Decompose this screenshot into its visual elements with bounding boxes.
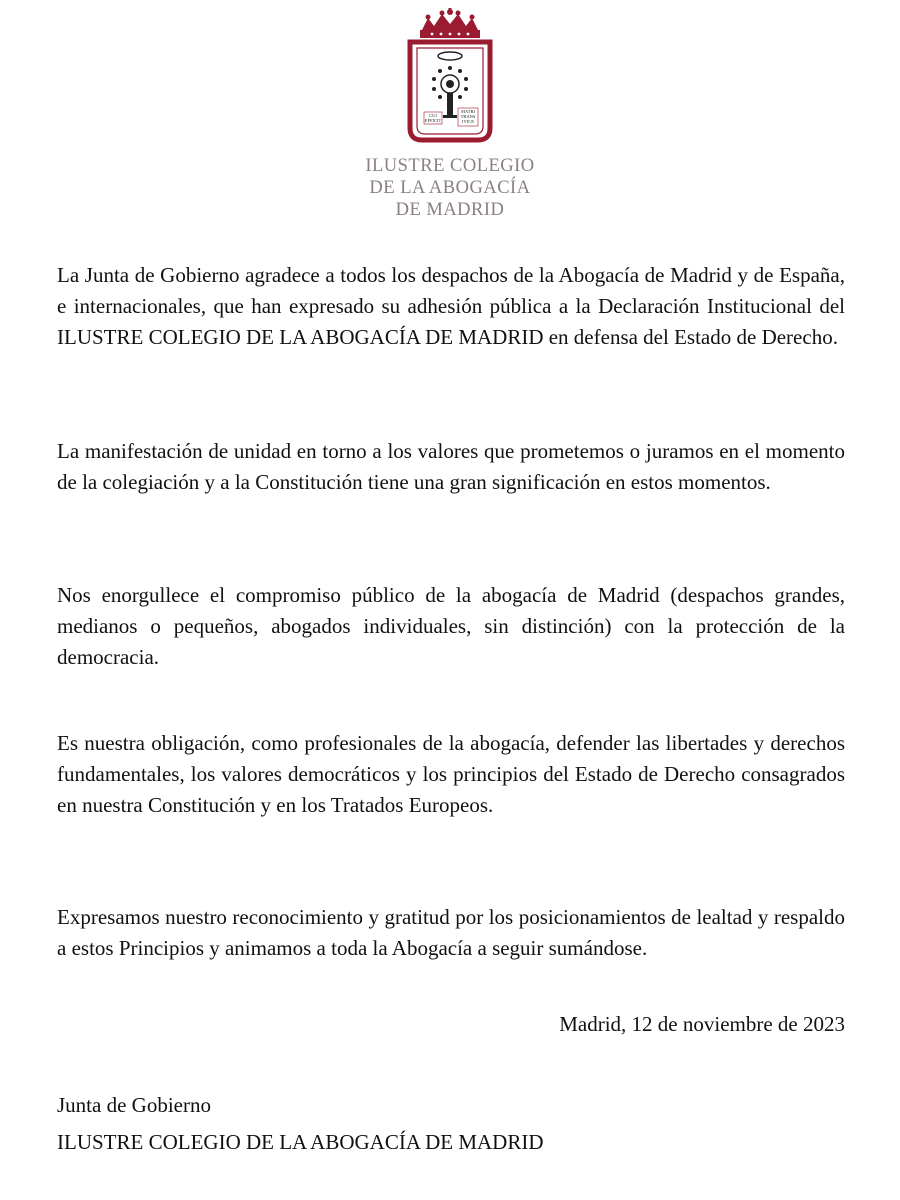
paragraph-acknowledgement: La Junta de Gobierno agradece a todos los despachos de la Abogacía de Madrid y de España, e internacionales, que han expresado su adhesión pública a la Declaración Institucional del ILUSTRE COLEGIO DE LA ABOGACÍA DE MADRID en defensa del Estado de Derecho. — [57, 263, 845, 349]
org-name — [300, 155, 600, 221]
paragraph-gratitude: Expresamos nuestro reconocimiento y gratitud por los posicionamientos de lealtad y respaldo a estos Principios y animamos a toda la Abogacía a seguir sumándose. — [57, 905, 845, 960]
svg-text:EFFICIT: EFFICIT — [424, 118, 442, 123]
svg-text:CUI: CUI — [429, 113, 437, 118]
paragraph-obligation: Es nuestra obligación, como profesionales de la abogacía, defender las libertades y derechos fundamentales, los valores democráticos y los principios del Estado de Derecho consagrados en nuestra Constitución y en los Tratados Europeos. — [57, 731, 845, 817]
paragraph-unity: La manifestación de unidad en torno a los valores que prometemos o juramos en el momento de la colegiación y a la Constitución tiene una gran significación en estos momentos. — [57, 439, 845, 494]
signature-institution: ILUSTRE COLEGIO DE LA ABOGACÍA DE MADRID — [57, 1130, 544, 1154]
ilustre-colegio-crest-icon — [400, 8, 500, 148]
svg-text:MATRI: MATRI — [460, 109, 476, 114]
paragraph-commitment: Nos enorgullece el compromiso público de la abogacía de Madrid (despachos grandes, medianos o pequeños, abogados individuales, sin distinción) con la protección de la democracia. — [57, 583, 845, 669]
org-name-line: DE LA ABOGACÍA — [369, 178, 531, 198]
org-name-line: ILUSTRE COLEGIO — [365, 156, 535, 176]
signature-board: Junta de Gobierno — [57, 1093, 211, 1117]
dateline: Madrid, 12 de noviembre de 2023 — [559, 1012, 845, 1036]
svg-text:TRANS: TRANS — [460, 114, 476, 119]
svg-text:IVICE: IVICE — [462, 119, 474, 124]
org-name-line: DE MADRID — [395, 200, 505, 220]
